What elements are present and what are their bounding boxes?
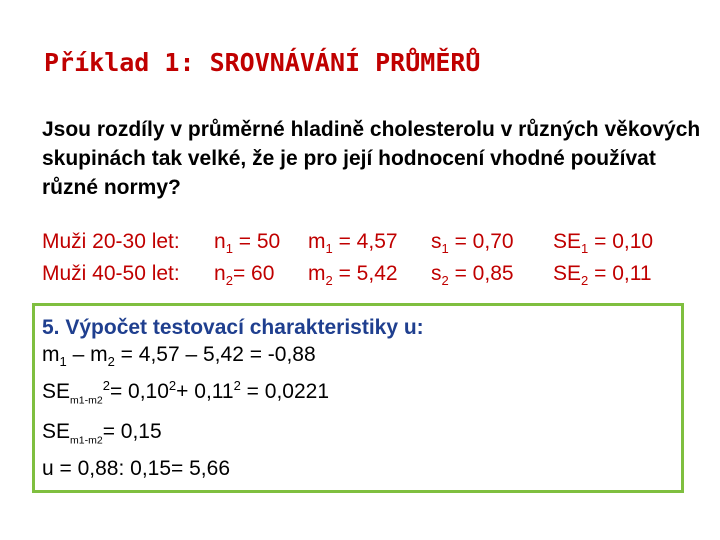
calculation-heading: 5. Výpočet testovací charakteristiky u:: [42, 316, 424, 339]
question-text: Jsou rozdíly v průměrné hladině cholesterolu v různých věkových skupinách tak velké, že je pro její hodnocení vhodné používat různé normy?: [42, 118, 701, 199]
sample-size: $n_1 = 50$: [214, 230, 281, 257]
std-deviation: $s_2 = 0,85$: [431, 262, 514, 289]
mean-value: $m_2 = 5,42$: [308, 262, 398, 289]
sample-size: $n_2= 60$: [214, 262, 275, 289]
mean-difference-line: $m_1 - m_2 = 4,57 - 5,42 = -0,88$: [42, 343, 316, 370]
group-label: Muži 40-50 let:: [42, 262, 180, 285]
standard-error-line: $SE_{m1-m2}= 0,15$: [42, 420, 162, 447]
test-statistic-line: u = 0,88: 0,15= 5,66: [42, 457, 230, 480]
standard-error: $SE_1 = 0,10$: [553, 230, 654, 257]
page-title: Příklad 1: SROVNÁVÁNÍ PRŮMĚRŮ: [44, 48, 481, 77]
standard-error: $SE_2 = 0,11$: [553, 262, 652, 289]
group-label: Muži 20-30 let:: [42, 230, 180, 253]
variance-line: $SE_{m1-m2}^2= 0,10^2+ 0,11^2 = 0,0221$: [42, 378, 330, 407]
std-deviation: $s_1 = 0,70$: [431, 230, 514, 257]
mean-value: $m_1 = 4,57$: [308, 230, 398, 257]
